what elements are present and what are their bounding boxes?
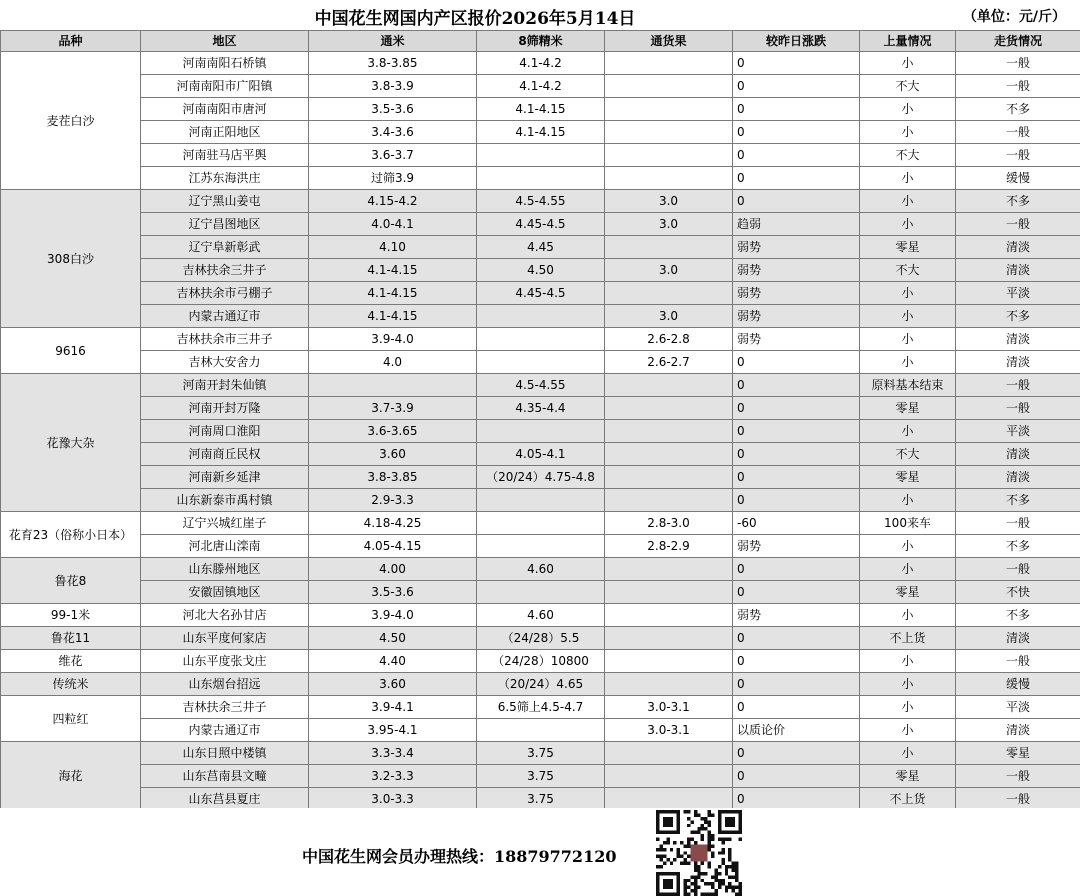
table-row bbox=[1, 742, 1080, 765]
cell-demand: 一般 bbox=[956, 512, 1080, 535]
table-row bbox=[1, 765, 1080, 788]
cell-daily-change: 0 bbox=[733, 351, 860, 374]
cell-regular-kernel: 3.8-3.85 bbox=[309, 52, 477, 75]
cell-supply: 零星 bbox=[860, 581, 956, 604]
cell-8-sieve-kernel: 4.60 bbox=[477, 604, 605, 627]
table-row bbox=[1, 397, 1080, 420]
header-8-sieve-kernel: 8筛精米 bbox=[477, 31, 605, 52]
cell-variety: 9616 bbox=[1, 328, 141, 374]
cell-daily-change: 0 bbox=[733, 374, 860, 397]
cell-demand: 不快 bbox=[956, 581, 1080, 604]
cell-in-shell bbox=[605, 75, 733, 98]
cell-daily-change: 0 bbox=[733, 696, 860, 719]
cell-supply: 小 bbox=[860, 328, 956, 351]
cell-region: 山东日照中楼镇 bbox=[141, 742, 309, 765]
cell-supply: 小 bbox=[860, 673, 956, 696]
table-row bbox=[1, 213, 1080, 236]
cell-region: 河南周口淮阳 bbox=[141, 420, 309, 443]
cell-supply: 零星 bbox=[860, 236, 956, 259]
cell-8-sieve-kernel: 4.50 bbox=[477, 259, 605, 282]
cell-8-sieve-kernel: （20/24）4.65 bbox=[477, 673, 605, 696]
table-row bbox=[1, 558, 1080, 581]
table-row bbox=[1, 167, 1080, 190]
cell-supply: 小 bbox=[860, 719, 956, 742]
cell-regular-kernel: 3.60 bbox=[309, 443, 477, 466]
cell-demand: 一般 bbox=[956, 144, 1080, 167]
cell-demand: 不多 bbox=[956, 535, 1080, 558]
cell-supply: 小 bbox=[860, 604, 956, 627]
table-row bbox=[1, 604, 1080, 627]
cell-daily-change: 0 bbox=[733, 397, 860, 420]
cell-region: 河南开封万隆 bbox=[141, 397, 309, 420]
cell-daily-change: 弱势 bbox=[733, 282, 860, 305]
cell-region: 河南南阳市广阳镇 bbox=[141, 75, 309, 98]
cell-region: 河北大名孙甘店 bbox=[141, 604, 309, 627]
cell-regular-kernel: 3.60 bbox=[309, 673, 477, 696]
cell-region: 河南商丘民权 bbox=[141, 443, 309, 466]
cell-supply: 小 bbox=[860, 742, 956, 765]
cell-8-sieve-kernel: 4.35-4.4 bbox=[477, 397, 605, 420]
cell-demand: 一般 bbox=[956, 213, 1080, 236]
title-row bbox=[0, 0, 1080, 30]
cell-daily-change: 0 bbox=[733, 558, 860, 581]
cell-daily-change: 弱势 bbox=[733, 259, 860, 282]
cell-regular-kernel: 3.6-3.65 bbox=[309, 420, 477, 443]
cell-in-shell bbox=[605, 627, 733, 650]
table-row bbox=[1, 443, 1080, 466]
cell-region: 河南开封朱仙镇 bbox=[141, 374, 309, 397]
cell-demand: 不多 bbox=[956, 305, 1080, 328]
cell-daily-change: 0 bbox=[733, 167, 860, 190]
cell-regular-kernel: 4.1-4.15 bbox=[309, 282, 477, 305]
cell-in-shell: 3.0 bbox=[605, 259, 733, 282]
cell-daily-change: 0 bbox=[733, 788, 860, 811]
cell-regular-kernel: 过筛3.9 bbox=[309, 167, 477, 190]
cell-supply: 不大 bbox=[860, 259, 956, 282]
hotline-text: 中国花生网会员办理热线：18879772120 bbox=[302, 847, 617, 866]
cell-8-sieve-kernel: 4.05-4.1 bbox=[477, 443, 605, 466]
cell-supply: 小 bbox=[860, 98, 956, 121]
cell-regular-kernel: 3.4-3.6 bbox=[309, 121, 477, 144]
cell-demand: 一般 bbox=[956, 75, 1080, 98]
cell-in-shell bbox=[605, 420, 733, 443]
cell-daily-change: 0 bbox=[733, 650, 860, 673]
table-row bbox=[1, 466, 1080, 489]
cell-daily-change: 趋弱 bbox=[733, 213, 860, 236]
cell-8-sieve-kernel: 3.75 bbox=[477, 788, 605, 811]
cell-daily-change: 弱势 bbox=[733, 535, 860, 558]
table-row bbox=[1, 420, 1080, 443]
cell-regular-kernel: 3.2-3.3 bbox=[309, 765, 477, 788]
cell-regular-kernel: 3.9-4.0 bbox=[309, 604, 477, 627]
cell-region: 河南新乡延津 bbox=[141, 466, 309, 489]
cell-demand: 清淡 bbox=[956, 259, 1080, 282]
cell-region: 河南南阳石桥镇 bbox=[141, 52, 309, 75]
cell-in-shell bbox=[605, 236, 733, 259]
cell-regular-kernel: 4.15-4.2 bbox=[309, 190, 477, 213]
cell-demand: 不多 bbox=[956, 604, 1080, 627]
cell-region: 江苏东海洪庄 bbox=[141, 167, 309, 190]
cell-in-shell bbox=[605, 52, 733, 75]
table-row bbox=[1, 98, 1080, 121]
cell-8-sieve-kernel: 4.1-4.15 bbox=[477, 98, 605, 121]
table-row bbox=[1, 374, 1080, 397]
cell-region: 河南驻马店平舆 bbox=[141, 144, 309, 167]
header-row bbox=[1, 31, 1080, 52]
cell-supply: 小 bbox=[860, 650, 956, 673]
cell-regular-kernel bbox=[309, 374, 477, 397]
cell-daily-change: 0 bbox=[733, 627, 860, 650]
cell-supply: 不大 bbox=[860, 75, 956, 98]
cell-region: 吉林大安舍力 bbox=[141, 351, 309, 374]
cell-demand: 平淡 bbox=[956, 420, 1080, 443]
cell-in-shell bbox=[605, 98, 733, 121]
table-row bbox=[1, 696, 1080, 719]
cell-in-shell bbox=[605, 742, 733, 765]
cell-8-sieve-kernel: 4.45-4.5 bbox=[477, 213, 605, 236]
cell-regular-kernel: 3.9-4.0 bbox=[309, 328, 477, 351]
cell-regular-kernel: 3.5-3.6 bbox=[309, 581, 477, 604]
cell-8-sieve-kernel bbox=[477, 535, 605, 558]
cell-daily-change: 0 bbox=[733, 190, 860, 213]
cell-in-shell bbox=[605, 581, 733, 604]
table-row bbox=[1, 512, 1080, 535]
cell-region: 内蒙古通辽市 bbox=[141, 719, 309, 742]
cell-supply: 小 bbox=[860, 213, 956, 236]
cell-regular-kernel: 4.0 bbox=[309, 351, 477, 374]
table-row bbox=[1, 52, 1080, 75]
cell-demand: 一般 bbox=[956, 52, 1080, 75]
cell-in-shell bbox=[605, 604, 733, 627]
cell-supply: 原料基本结束 bbox=[860, 374, 956, 397]
cell-8-sieve-kernel: 3.75 bbox=[477, 742, 605, 765]
table-row bbox=[1, 351, 1080, 374]
header-region: 地区 bbox=[141, 31, 309, 52]
cell-daily-change: 0 bbox=[733, 144, 860, 167]
cell-demand: 一般 bbox=[956, 558, 1080, 581]
cell-supply: 小 bbox=[860, 167, 956, 190]
cell-in-shell bbox=[605, 397, 733, 420]
table-row bbox=[1, 282, 1080, 305]
table-row bbox=[1, 650, 1080, 673]
price-table bbox=[0, 30, 1080, 811]
cell-regular-kernel: 4.1-4.15 bbox=[309, 259, 477, 282]
cell-regular-kernel: 4.05-4.15 bbox=[309, 535, 477, 558]
cell-region: 辽宁阜新彰武 bbox=[141, 236, 309, 259]
header-in-shell: 通货果 bbox=[605, 31, 733, 52]
cell-regular-kernel: 3.5-3.6 bbox=[309, 98, 477, 121]
cell-in-shell bbox=[605, 167, 733, 190]
table-row bbox=[1, 305, 1080, 328]
cell-in-shell bbox=[605, 466, 733, 489]
cell-variety: 花育23（俗称小日本） bbox=[1, 512, 141, 558]
cell-region: 安徽固镇地区 bbox=[141, 581, 309, 604]
cell-demand: 一般 bbox=[956, 121, 1080, 144]
cell-regular-kernel: 3.7-3.9 bbox=[309, 397, 477, 420]
cell-supply: 小 bbox=[860, 190, 956, 213]
cell-daily-change: 0 bbox=[733, 673, 860, 696]
cell-supply: 零星 bbox=[860, 397, 956, 420]
cell-in-shell bbox=[605, 650, 733, 673]
header-supply: 上量情况 bbox=[860, 31, 956, 52]
table-row bbox=[1, 190, 1080, 213]
cell-8-sieve-kernel: （20/24）4.75-4.8 bbox=[477, 466, 605, 489]
cell-daily-change: 弱势 bbox=[733, 305, 860, 328]
qr-code-icon bbox=[656, 810, 742, 896]
cell-region: 山东烟台招远 bbox=[141, 673, 309, 696]
header-demand: 走货情况 bbox=[956, 31, 1080, 52]
cell-supply: 不上货 bbox=[860, 627, 956, 650]
cell-in-shell bbox=[605, 489, 733, 512]
cell-variety: 花豫大杂 bbox=[1, 374, 141, 512]
cell-demand: 缓慢 bbox=[956, 673, 1080, 696]
cell-regular-kernel: 3.3-3.4 bbox=[309, 742, 477, 765]
cell-region: 山东新泰市禹村镇 bbox=[141, 489, 309, 512]
cell-8-sieve-kernel bbox=[477, 512, 605, 535]
cell-8-sieve-kernel: 4.5-4.55 bbox=[477, 190, 605, 213]
cell-daily-change: 0 bbox=[733, 489, 860, 512]
cell-regular-kernel: 3.8-3.9 bbox=[309, 75, 477, 98]
cell-regular-kernel: 3.6-3.7 bbox=[309, 144, 477, 167]
header-daily-change: 较昨日涨跌 bbox=[733, 31, 860, 52]
table-row bbox=[1, 581, 1080, 604]
cell-region: 山东莒县夏庄 bbox=[141, 788, 309, 811]
cell-regular-kernel: 4.50 bbox=[309, 627, 477, 650]
cell-regular-kernel: 2.9-3.3 bbox=[309, 489, 477, 512]
cell-in-shell: 3.0-3.1 bbox=[605, 719, 733, 742]
cell-8-sieve-kernel bbox=[477, 719, 605, 742]
cell-regular-kernel: 3.9-4.1 bbox=[309, 696, 477, 719]
cell-in-shell: 2.6-2.8 bbox=[605, 328, 733, 351]
cell-region: 河南南阳市唐河 bbox=[141, 98, 309, 121]
footer bbox=[0, 808, 1080, 896]
cell-region: 吉林扶余三井子 bbox=[141, 696, 309, 719]
cell-region: 辽宁兴城红崖子 bbox=[141, 512, 309, 535]
cell-in-shell: 3.0-3.1 bbox=[605, 696, 733, 719]
cell-8-sieve-kernel: 6.5筛上4.5-4.7 bbox=[477, 696, 605, 719]
cell-regular-kernel: 4.0-4.1 bbox=[309, 213, 477, 236]
cell-supply: 小 bbox=[860, 52, 956, 75]
cell-8-sieve-kernel bbox=[477, 420, 605, 443]
cell-demand: 清淡 bbox=[956, 719, 1080, 742]
cell-supply: 小 bbox=[860, 535, 956, 558]
cell-supply: 小 bbox=[860, 121, 956, 144]
cell-demand: 一般 bbox=[956, 374, 1080, 397]
cell-demand: 一般 bbox=[956, 650, 1080, 673]
cell-variety: 海花 bbox=[1, 742, 141, 811]
header-variety: 品种 bbox=[1, 31, 141, 52]
cell-demand: 一般 bbox=[956, 765, 1080, 788]
cell-demand: 清淡 bbox=[956, 351, 1080, 374]
table-row bbox=[1, 236, 1080, 259]
cell-demand: 一般 bbox=[956, 397, 1080, 420]
cell-daily-change: 以质论价 bbox=[733, 719, 860, 742]
unit-label: （单位：元/斤） bbox=[962, 9, 1066, 25]
cell-in-shell bbox=[605, 282, 733, 305]
cell-region: 内蒙古通辽市 bbox=[141, 305, 309, 328]
cell-variety: 99-1米 bbox=[1, 604, 141, 627]
cell-daily-change: 0 bbox=[733, 466, 860, 489]
cell-demand: 平淡 bbox=[956, 282, 1080, 305]
cell-8-sieve-kernel: 4.60 bbox=[477, 558, 605, 581]
cell-region: 山东平度何家店 bbox=[141, 627, 309, 650]
table-row bbox=[1, 489, 1080, 512]
cell-8-sieve-kernel: 4.1-4.2 bbox=[477, 75, 605, 98]
page-title: 中国花生网国内产区报价2026年5月14日 bbox=[314, 9, 636, 29]
cell-8-sieve-kernel: 4.45-4.5 bbox=[477, 282, 605, 305]
cell-daily-change: 0 bbox=[733, 121, 860, 144]
cell-regular-kernel: 3.0-3.3 bbox=[309, 788, 477, 811]
cell-region: 山东莒南县文疃 bbox=[141, 765, 309, 788]
cell-in-shell: 2.6-2.7 bbox=[605, 351, 733, 374]
cell-in-shell: 3.0 bbox=[605, 305, 733, 328]
cell-supply: 小 bbox=[860, 558, 956, 581]
cell-daily-change: 弱势 bbox=[733, 328, 860, 351]
cell-demand: 清淡 bbox=[956, 443, 1080, 466]
cell-supply: 零星 bbox=[860, 466, 956, 489]
cell-demand: 清淡 bbox=[956, 236, 1080, 259]
cell-demand: 不多 bbox=[956, 489, 1080, 512]
cell-region: 吉林扶余市三井子 bbox=[141, 328, 309, 351]
cell-supply: 小 bbox=[860, 489, 956, 512]
cell-daily-change: 0 bbox=[733, 52, 860, 75]
cell-8-sieve-kernel bbox=[477, 581, 605, 604]
cell-supply: 小 bbox=[860, 420, 956, 443]
cell-region: 河北唐山滦南 bbox=[141, 535, 309, 558]
cell-daily-change: 0 bbox=[733, 742, 860, 765]
cell-8-sieve-kernel bbox=[477, 328, 605, 351]
cell-regular-kernel: 4.40 bbox=[309, 650, 477, 673]
cell-variety: 鲁花11 bbox=[1, 627, 141, 650]
cell-8-sieve-kernel: 4.5-4.55 bbox=[477, 374, 605, 397]
cell-regular-kernel: 4.00 bbox=[309, 558, 477, 581]
cell-8-sieve-kernel bbox=[477, 144, 605, 167]
cell-8-sieve-kernel bbox=[477, 489, 605, 512]
table-row bbox=[1, 627, 1080, 650]
cell-8-sieve-kernel bbox=[477, 351, 605, 374]
cell-8-sieve-kernel: （24/28）10800 bbox=[477, 650, 605, 673]
cell-region: 辽宁昌图地区 bbox=[141, 213, 309, 236]
cell-8-sieve-kernel bbox=[477, 305, 605, 328]
table-row bbox=[1, 121, 1080, 144]
cell-demand: 零星 bbox=[956, 742, 1080, 765]
cell-variety: 四粒红 bbox=[1, 696, 141, 742]
cell-region: 吉林扶余三井子 bbox=[141, 259, 309, 282]
cell-region: 吉林扶余市弓棚子 bbox=[141, 282, 309, 305]
cell-in-shell bbox=[605, 374, 733, 397]
header-regular-kernel: 通米 bbox=[309, 31, 477, 52]
cell-in-shell bbox=[605, 558, 733, 581]
qr-logo bbox=[690, 844, 707, 861]
cell-in-shell bbox=[605, 121, 733, 144]
cell-demand: 平淡 bbox=[956, 696, 1080, 719]
cell-regular-kernel: 3.95-4.1 bbox=[309, 719, 477, 742]
cell-supply: 不大 bbox=[860, 144, 956, 167]
cell-supply: 不上货 bbox=[860, 788, 956, 811]
cell-in-shell bbox=[605, 144, 733, 167]
cell-in-shell: 2.8-2.9 bbox=[605, 535, 733, 558]
cell-region: 河南正阳地区 bbox=[141, 121, 309, 144]
cell-8-sieve-kernel: 3.75 bbox=[477, 765, 605, 788]
cell-regular-kernel: 4.10 bbox=[309, 236, 477, 259]
cell-daily-change: 弱势 bbox=[733, 236, 860, 259]
cell-8-sieve-kernel: 4.1-4.2 bbox=[477, 52, 605, 75]
cell-variety: 维花 bbox=[1, 650, 141, 673]
cell-in-shell bbox=[605, 765, 733, 788]
cell-demand: 清淡 bbox=[956, 328, 1080, 351]
table-row bbox=[1, 535, 1080, 558]
table-row bbox=[1, 673, 1080, 696]
cell-8-sieve-kernel: （24/28）5.5 bbox=[477, 627, 605, 650]
cell-region: 山东滕州地区 bbox=[141, 558, 309, 581]
cell-in-shell: 3.0 bbox=[605, 190, 733, 213]
cell-supply: 零星 bbox=[860, 765, 956, 788]
cell-8-sieve-kernel: 4.1-4.15 bbox=[477, 121, 605, 144]
cell-8-sieve-kernel: 4.45 bbox=[477, 236, 605, 259]
cell-daily-change: 0 bbox=[733, 443, 860, 466]
cell-daily-change: 0 bbox=[733, 420, 860, 443]
table-row bbox=[1, 328, 1080, 351]
cell-supply: 小 bbox=[860, 305, 956, 328]
cell-demand: 一般 bbox=[956, 788, 1080, 811]
cell-supply: 不大 bbox=[860, 443, 956, 466]
cell-variety: 麦茬白沙 bbox=[1, 52, 141, 190]
cell-variety: 308白沙 bbox=[1, 190, 141, 328]
cell-in-shell: 3.0 bbox=[605, 213, 733, 236]
cell-variety: 鲁花8 bbox=[1, 558, 141, 604]
cell-supply: 小 bbox=[860, 351, 956, 374]
cell-supply: 小 bbox=[860, 696, 956, 719]
cell-demand: 缓慢 bbox=[956, 167, 1080, 190]
cell-daily-change: -60 bbox=[733, 512, 860, 535]
table-body bbox=[1, 52, 1080, 811]
cell-in-shell bbox=[605, 673, 733, 696]
cell-region: 山东平度张戈庄 bbox=[141, 650, 309, 673]
cell-regular-kernel: 3.8-3.85 bbox=[309, 466, 477, 489]
table-row bbox=[1, 75, 1080, 98]
cell-demand: 不多 bbox=[956, 98, 1080, 121]
cell-daily-change: 弱势 bbox=[733, 604, 860, 627]
cell-supply: 100来车 bbox=[860, 512, 956, 535]
cell-region: 辽宁黑山姜屯 bbox=[141, 190, 309, 213]
cell-daily-change: 0 bbox=[733, 765, 860, 788]
cell-8-sieve-kernel bbox=[477, 167, 605, 190]
table-row bbox=[1, 144, 1080, 167]
cell-daily-change: 0 bbox=[733, 98, 860, 121]
cell-demand: 清淡 bbox=[956, 466, 1080, 489]
cell-demand: 不多 bbox=[956, 190, 1080, 213]
cell-regular-kernel: 4.18-4.25 bbox=[309, 512, 477, 535]
cell-daily-change: 0 bbox=[733, 581, 860, 604]
cell-in-shell: 2.8-3.0 bbox=[605, 512, 733, 535]
cell-supply: 小 bbox=[860, 282, 956, 305]
cell-variety: 传统米 bbox=[1, 673, 141, 696]
cell-daily-change: 0 bbox=[733, 75, 860, 98]
cell-in-shell bbox=[605, 443, 733, 466]
cell-regular-kernel: 4.1-4.15 bbox=[309, 305, 477, 328]
table-row bbox=[1, 259, 1080, 282]
cell-demand: 清淡 bbox=[956, 627, 1080, 650]
table-row bbox=[1, 719, 1080, 742]
